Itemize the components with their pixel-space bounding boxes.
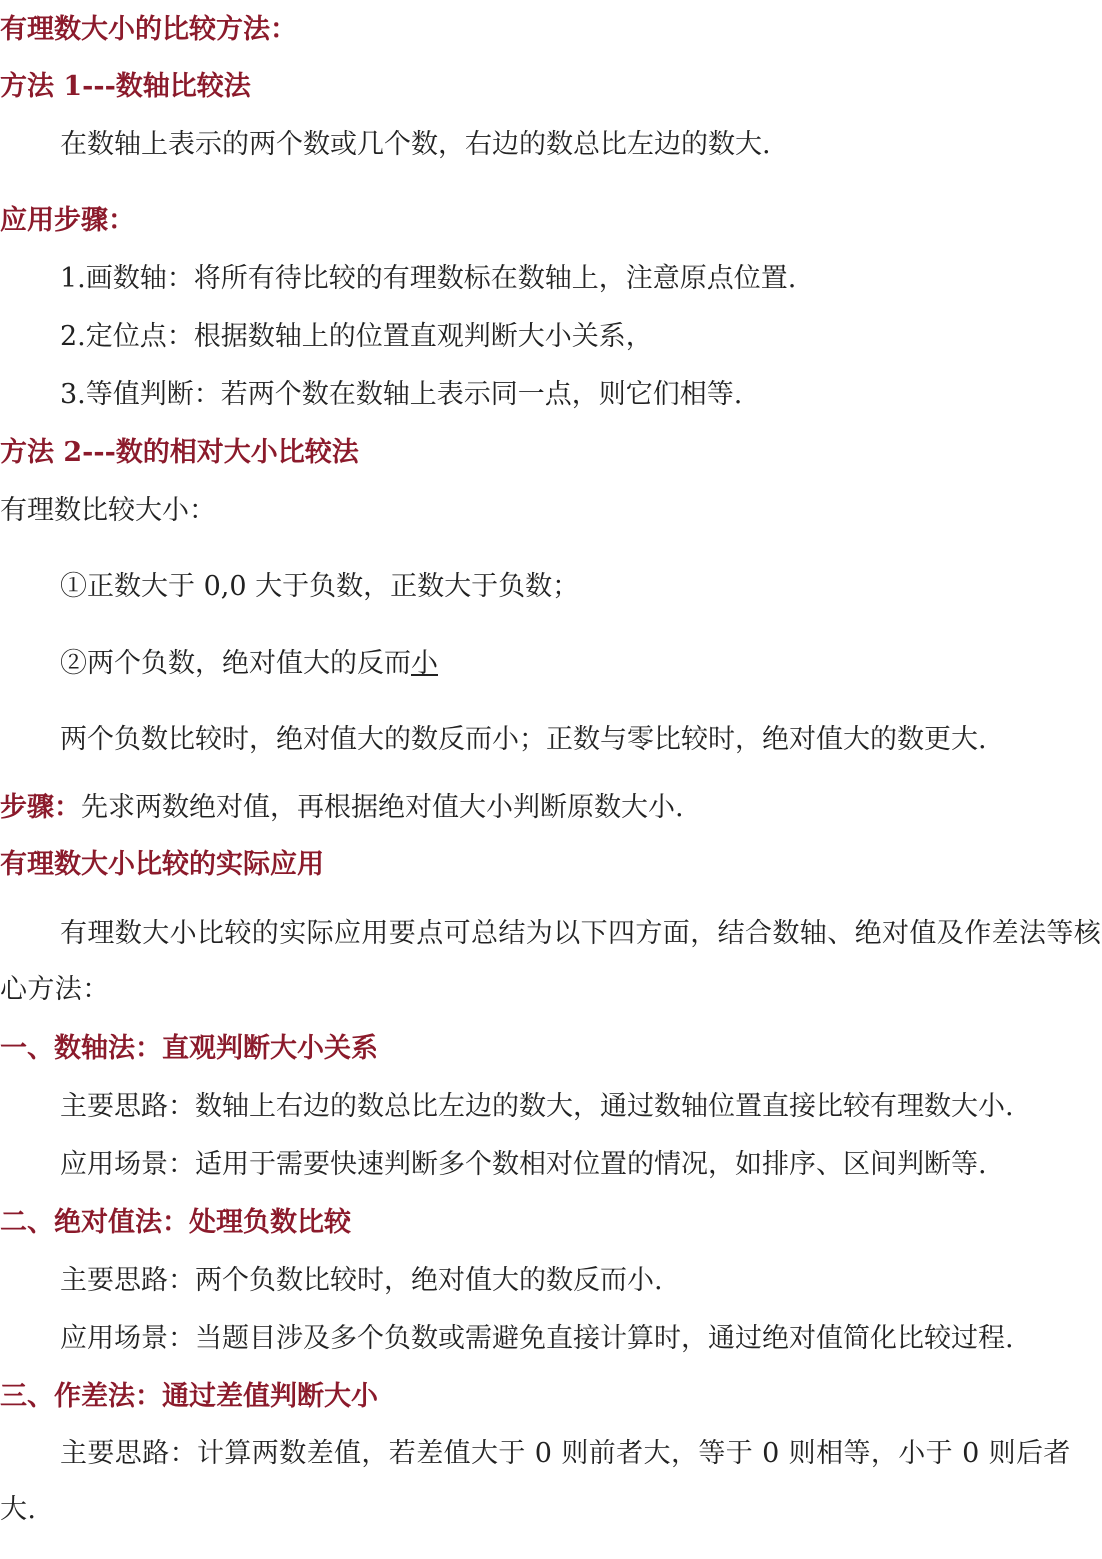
method1-steps-heading: 应用步骤：	[0, 205, 135, 236]
method2-rule-1: ①正数大于 0,0 大于负数，正数大于负数；	[60, 571, 580, 602]
method2-rule-2-text: ②两个负数，绝对值大的反而	[60, 648, 411, 679]
method1-description: 在数轴上表示的两个数或几个数，右边的数总比左边的数大.	[60, 129, 771, 160]
method2-step	[0, 790, 684, 826]
page-title: 有理数大小的比较方法：	[0, 14, 297, 45]
section-3-heading: 三、作差法：通过差值判断大小	[0, 1381, 378, 1412]
method1-step-2: 2.定位点：根据数轴上的位置直观判断大小关系，	[60, 321, 653, 352]
method1-step-3: 3.等值判断：若两个数在数轴上表示同一点，则它们相等.	[60, 379, 743, 410]
section-2-idea: 主要思路：两个负数比较时，绝对值大的数反而小.	[60, 1265, 663, 1296]
method2-intro: 有理数比较大小：	[0, 495, 216, 526]
section-1-idea: 主要思路：数轴上右边的数总比左边的数大，通过数轴位置直接比较有理数大小.	[60, 1091, 1014, 1122]
section-2-heading: 二、绝对值法：处理负数比较	[0, 1207, 351, 1238]
method1-step-1: 1.画数轴：将所有待比较的有理数标在数轴上，注意原点位置.	[60, 263, 797, 294]
method2-heading: 方法 2---数的相对大小比较法	[0, 437, 359, 468]
application-heading: 有理数大小比较的实际应用	[0, 849, 324, 880]
method2-rule-2-underlined: 小	[411, 648, 438, 679]
application-intro: 有理数大小比较的实际应用要点可总结为以下四方面，结合数轴、绝对值及作差法等核心方法：	[0, 918, 1102, 1005]
method2-step-label: 步骤：	[0, 792, 81, 823]
method2-step-text: 先求两数绝对值，再根据绝对值大小判断原数大小.	[81, 792, 684, 823]
method1-heading: 方法 1---数轴比较法	[0, 71, 251, 102]
section-3-idea: 主要思路：计算两数差值，若差值大于 0 则前者大，等于 0 则相等，小于 0 则后者大.	[0, 1438, 1071, 1525]
method2-note: 两个负数比较时，绝对值大的数反而小；正数与零比较时，绝对值大的数更大.	[60, 724, 987, 755]
method2-rule-2	[60, 646, 438, 682]
section-2-scene: 应用场景：当题目涉及多个负数或需避免直接计算时，通过绝对值简化比较过程.	[60, 1323, 1014, 1354]
section-1-heading: 一、数轴法：直观判断大小关系	[0, 1033, 378, 1064]
section-1-scene: 应用场景：适用于需要快速判断多个数相对位置的情况，如排序、区间判断等.	[60, 1149, 987, 1180]
